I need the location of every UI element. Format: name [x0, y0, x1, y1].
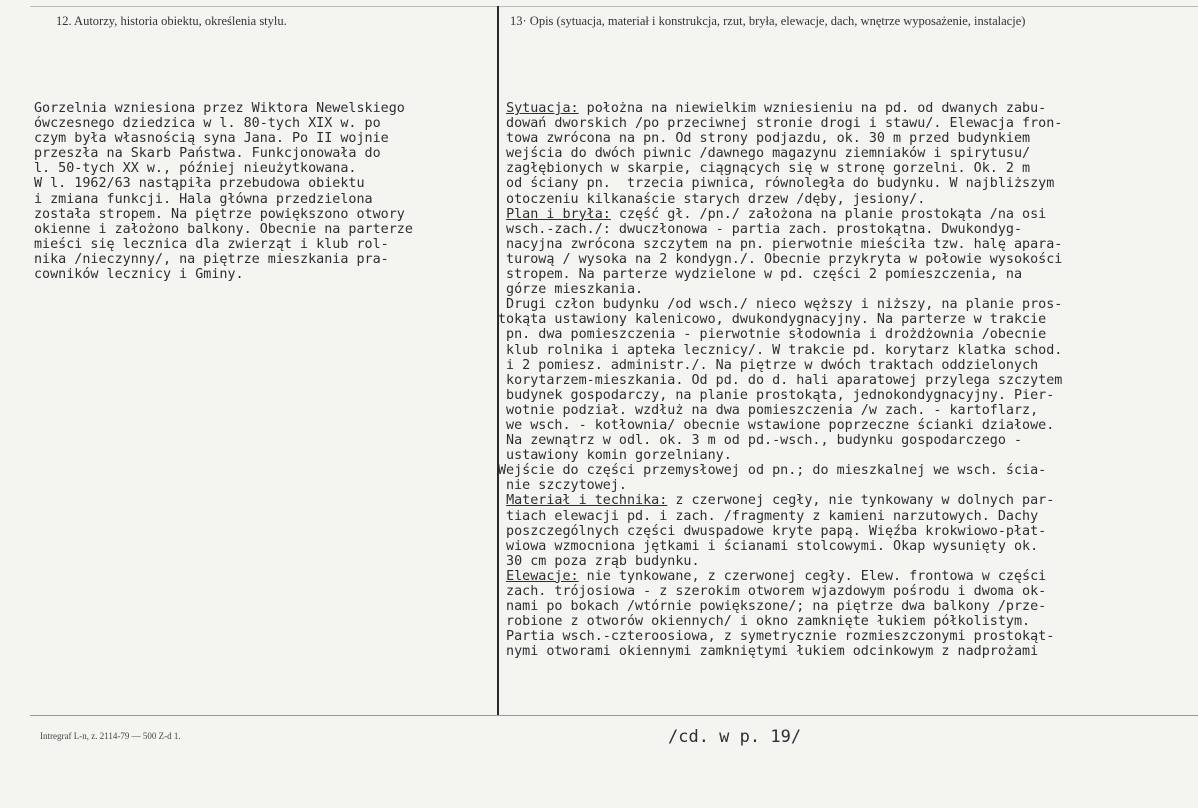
description-line [498, 569, 1062, 584]
bottom-rule [30, 715, 1198, 716]
history-line: i zmiana funkcji. Hala główna przedzielona [34, 191, 373, 207]
description-line [498, 237, 1062, 252]
description-line [498, 131, 1062, 146]
history-line: Gorzelnia wzniesiona przez Wiktora Newelskiego [34, 101, 405, 116]
description-line [498, 524, 1062, 539]
description-text-run: od ściany pn. trzecia piwnica, równoległa do budynku. W najbliższym [498, 176, 1055, 192]
top-rule [30, 6, 1198, 7]
description-text-run: nie tynkowane, z czerwonej cegły. Elew. frontowa w części [578, 568, 1047, 584]
description-line [498, 222, 1062, 237]
description-line [498, 478, 1062, 493]
description-line [498, 327, 1062, 342]
description-text-run: poszczególnych części dwuspadowe kryte papą. Więźba krokwiowo-płat- [498, 523, 1047, 539]
description-text-run: robione z otworów okiennych/ i okno zamknięte łukiem półkolistym. [498, 614, 1031, 630]
description-line [498, 599, 1062, 614]
description-line [498, 554, 1062, 569]
description-text-run: towa zwrócona na pn. Od strony podjazdu, ok. 30 m przed budynkiem [498, 131, 1031, 147]
description-line [498, 267, 1062, 282]
description-text-run: ustawiony komin gorzelniany. [498, 448, 732, 464]
description-line [498, 493, 1062, 508]
description-text-run: nymi otworami okiennymi zamkniętymi łukiem odcinkowym z nadprożami [498, 644, 1039, 660]
description-text-run: nacyjna zwrócona szczytem na pn. pierwotnie mieściła tzw. halę apara- [498, 236, 1063, 252]
description-text-run: 30 cm poza zrąb budynku. [498, 553, 700, 569]
description-text-run: tokąta ustawiony kalenicowo, dwukondygnacyjny. Na parterze w trakcie [498, 312, 1047, 328]
history-line: mieści się lecznica dla zwierząt i klub rol- [34, 236, 389, 252]
description-line [498, 403, 1062, 418]
history-line: czym była własnością syna Jana. Po II wojnie [34, 131, 389, 147]
history-line: została stropem. Na piętrze powiększono otwory [34, 206, 405, 222]
description-text-run: wotnie podział. wzdłuż na dwa pomieszczenia /w zach. - kartoflarz, [498, 402, 1039, 418]
description-line [498, 358, 1062, 373]
history-line: okienne i założono balkony. Obecnie na parterze [34, 221, 413, 237]
description-line [498, 146, 1062, 161]
description-line [498, 192, 1062, 207]
description-text-run: nie szczytowej. [498, 478, 627, 494]
section-label: Sytuacja: [506, 101, 579, 116]
description-line [498, 312, 1062, 327]
printer-imprint: Intregraf L-n, z. 2114-79 — 500 Z-d 1. [40, 731, 181, 741]
description-line [498, 176, 1062, 191]
description-text-run: korytarzem-mieszkania. Od pd. do d. hali aparatowej przylega szczytem [498, 372, 1063, 388]
description-line [498, 448, 1062, 463]
history-line: cowników lecznicy i Gminy. [34, 267, 244, 283]
description-line [498, 373, 1062, 388]
description-text-run: z czerwonej cegły, nie tynkowany w dolnych par- [667, 493, 1055, 509]
history-line: przeszła na Skarb Państwa. Funkcjonowała do [34, 146, 381, 162]
description-text-run: położna na niewielkim wzniesieniu na pd. od dwanych zabu- [578, 101, 1047, 116]
description-line [498, 282, 1062, 297]
description-text-run: pn. dwa pomieszczenia - pierwotnie słodownia i drożdżownia /obecnie [498, 327, 1047, 343]
section-label: Elewacje: [506, 568, 579, 584]
description-text-run: we wsch. - kotłownia/ obecnie wstawione poprzeczne ścianki działowe. [498, 417, 1055, 433]
description-line [498, 433, 1062, 448]
description-text-run: tiach elewacji pd. i zach. /fragmenty z kamieni narzutowych. Dachy [498, 508, 1039, 524]
description-text-run: Na zewnątrz w odl. ok. 3 m od pd.-wsch., budynku gospodarczego - [498, 433, 1023, 449]
description-text-run: wiowa wzmocniona jętkami i ścianami stolcowymi. Okap wysunięty ok. [498, 538, 1039, 554]
description-line [498, 614, 1062, 629]
section-label: Materiał i technika: [506, 493, 668, 509]
description-text-run: wsch.-zach./: dwuczłonowa - partia zach. prostokątna. Dwukondyg- [498, 221, 1023, 237]
section-label: Plan i bryła: [506, 206, 611, 222]
description-text-run: budynek gospodarczy, na planie prostokąta, jednokondygnacyjny. Pier- [498, 387, 1055, 403]
description-line [498, 252, 1062, 267]
description-text-run: Drugi człon budynku /od wsch./ nieco węższy i niższy, na planie pros- [498, 297, 1063, 313]
description-text-run: otoczeniu kilkanaście starych drzew /dęby, jesiony/. [498, 191, 926, 207]
description-text-run: Wejście do części przemysłowej od pn.; do mieszkalnej we wsch. ścia- [498, 463, 1047, 479]
description-text-run: i 2 pomiesz. administr./. Na piętrze w dwóch traktach oddzielonych [498, 357, 1039, 373]
history-text [34, 101, 413, 282]
description-text-run: turową / wysoka na 2 kondygn./. Obecnie przykryta w połowie wysokości [498, 251, 1063, 267]
right-section-header: 13· Opis (sytuacja, materiał i konstrukcja, rzut, bryła, elewacje, dach, wnętrze wyposażenie, instalacje) [510, 14, 1026, 28]
description-text-run: górze mieszkania. [498, 282, 644, 298]
description-text-run: wejścia do dwóch piwnic /dawnego magazynu ziemniaków i spirytusu/ [498, 146, 1031, 162]
description-line [498, 101, 1062, 116]
description-line [498, 116, 1062, 131]
description-text-run: stropem. Na parterze wydzielone w pd. części 2 pomieszczenia, na [498, 267, 1023, 283]
history-line: nika /nieczynny/, na piętrze mieszkania pra- [34, 251, 389, 267]
description-line [498, 207, 1062, 222]
description-text-run: nami po bokach /wtórnie powiększone/; na piętrze dwa balkony /prze- [498, 599, 1047, 615]
description-line [498, 539, 1062, 554]
description-line [498, 388, 1062, 403]
description-text-run: zach. trójosiowa - z szerokim otworem wjazdowym pośrodu i dwoma ok- [498, 584, 1047, 599]
description-text [498, 101, 1062, 659]
description-line [498, 629, 1062, 644]
description-line [498, 343, 1062, 358]
description-line [498, 161, 1062, 176]
history-line: ówczesnego dziedzica w l. 80-tych XIX w. po [34, 116, 381, 132]
history-line: l. 50-tych XX w., później nieużytkowana. [34, 161, 357, 177]
description-text-run: klub rolnika i apteka lecznicy/. W trakcie pd. korytarz klatka schod. [498, 342, 1063, 358]
description-text-run: zagłębionych w skarpie, ciągnących się w stronę gorzelni. Ok. 2 m [498, 161, 1031, 177]
description-line [498, 463, 1062, 478]
history-line: W l. 1962/63 nastąpiła przebudowa obiektu [34, 176, 365, 192]
left-section-header: 12. Autorzy, historia obiektu, określenia stylu. [56, 14, 287, 28]
description-line [498, 418, 1062, 433]
description-line [498, 509, 1062, 524]
description-line [498, 584, 1062, 599]
description-text-run: dowań dworskich /po przeciwnej stronie drogi i stawu/. Elewacja fron- [498, 116, 1063, 132]
description-text-run: Partia wsch.-czteroosiowa, z symetrycznie rozmieszczonymi prostokąt- [498, 629, 1055, 645]
description-text-run: część gł. /pn./ założona na planie prostokąta /na osi [610, 206, 1047, 222]
description-line [498, 644, 1062, 659]
description-line [498, 297, 1062, 312]
continuation-note: /cd. w p. 19/ [668, 727, 802, 747]
